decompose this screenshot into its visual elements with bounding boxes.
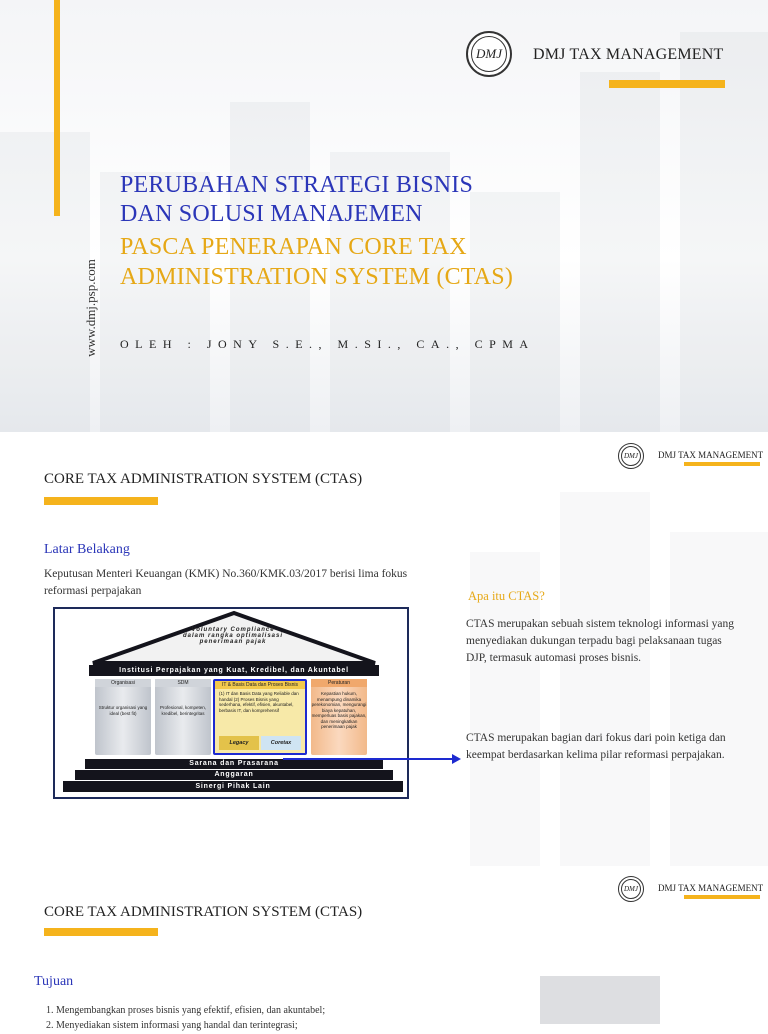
roof-line-2: dalam rangka optimalisasi [182, 633, 284, 639]
title-line-1: PERUBAHAN STRATEGI BISNIS [120, 172, 474, 198]
band-anggaran: Anggaran [75, 770, 393, 780]
pillar-text: (1) IT dan Basis Data yang Reliable dan handal (2) Proses Bisnis yang sederhana, efektif, efisien, akuntabel, berbasis IT, dan komprehensif [219, 691, 299, 713]
logo-letters: DMJ [621, 446, 641, 466]
roof-line-1: Voluntary Compliance [191, 627, 275, 633]
pillar-text: Profesional, kompeten, kredibel, berintegritas [159, 705, 207, 716]
section-heading: Latar Belakang [44, 542, 130, 557]
logo-icon [466, 31, 512, 77]
logo-icon [618, 876, 644, 902]
website-url: www.dmj.psp.com [82, 259, 98, 357]
title-slide [0, 0, 768, 432]
roof-line-3: penerimaan pajak [199, 639, 267, 645]
what-heading: Apa itu CTAS? [468, 589, 545, 603]
pillar-text: Struktur organisasi yang ideal (best fit) [98, 705, 148, 716]
goal-item-2: 2. Menyediakan sistem informasi yang handal dan terintegrasi; [46, 1020, 298, 1031]
goal-item-1: 1. Mengembangkan proses bisnis yang efektif, efisien, dan akuntabel; [46, 1005, 326, 1016]
slide-title: CORE TAX ADMINISTRATION SYSTEM (CTAS) [44, 471, 363, 487]
accent-bar-horizontal [684, 462, 760, 466]
subtitle-line-1: PASCA PENERAPAN CORE TAX [120, 234, 467, 260]
institution-band: Institusi Perpajakan yang Kuat, Kredibel, dan Akuntabel [89, 665, 379, 676]
background-building [560, 492, 650, 866]
pillar-head: IT & Basis Data dan Proses Bisnis [215, 681, 305, 689]
intro-text: Keputusan Menteri Keuangan (KMK) No.360/KMK.03/2017 berisi lima fokus reformasi perpajakan [44, 568, 408, 597]
accent-bar-vertical [54, 0, 60, 216]
accent-bar-horizontal [684, 895, 760, 899]
brand-name: DMJ TAX MANAGEMENT [533, 46, 724, 63]
author-line: OLEH : JONY S.E., M.SI., CA., CPMA [120, 337, 535, 351]
arrow-right-icon [452, 754, 461, 764]
pillar-head: Peraturan [311, 679, 367, 687]
pillar-head: SDM [155, 679, 211, 687]
ctas-goals-slide [0, 866, 768, 1024]
pillar-sdm [155, 679, 211, 755]
background-building [680, 32, 768, 432]
pillar-organisasi [95, 679, 151, 755]
pillar-text: Kepastian hukum, menampung dinamika perekonomian, mengurangi biaya kepatuhan, memperluas basis pajakan, dan meningkatkan penerimaan pajak [311, 691, 367, 729]
legacy-label: Legacy [219, 736, 259, 750]
logo-icon [618, 443, 644, 469]
brand-name: DMJ TAX MANAGEMENT [658, 450, 764, 460]
logo-letters: DMJ [471, 36, 507, 72]
accent-bar-horizontal [44, 928, 158, 936]
accent-bar-horizontal [609, 80, 725, 88]
background-building [470, 192, 560, 432]
slide-title: CORE TAX ADMINISTRATION SYSTEM (CTAS) [44, 904, 363, 920]
pillar-head: Organisasi [95, 679, 151, 687]
accent-bar-horizontal [44, 497, 158, 505]
background-building [540, 976, 660, 1024]
brand-name: DMJ TAX MANAGEMENT [658, 883, 764, 893]
roof-text [55, 627, 411, 645]
pillar-peraturan [311, 679, 367, 755]
background-building [0, 132, 90, 432]
pointer-arrow-line [283, 758, 455, 760]
background-building [670, 532, 768, 866]
logo-letters: DMJ [621, 879, 641, 899]
background-building [580, 72, 660, 432]
pillar-it [213, 679, 307, 755]
band-sinergi: Sinergi Pihak Lain [63, 781, 403, 792]
relation-paragraph: CTAS merupakan bagian dari fokus dari poin ketiga dan keempat berdasarkan kelima pilar reformasi perpajakan. [466, 732, 726, 761]
subtitle-line-2: ADMINISTRATION SYSTEM (CTAS) [120, 264, 514, 290]
band-sarana: Sarana dan Prasarana [85, 759, 383, 769]
coretax-label: Coretax [261, 736, 301, 750]
reform-pillars-diagram [53, 607, 409, 799]
title-line-2: DAN SOLUSI MANAJEMEN [120, 201, 423, 227]
section-heading: Tujuan [34, 974, 74, 989]
definition-paragraph: CTAS merupakan sebuah sistem teknologi informasi yang menyediakan dukungan terpadu bagi pelaksanaan tugas DJP, termasuk automasi proses bisnis. [466, 618, 735, 664]
